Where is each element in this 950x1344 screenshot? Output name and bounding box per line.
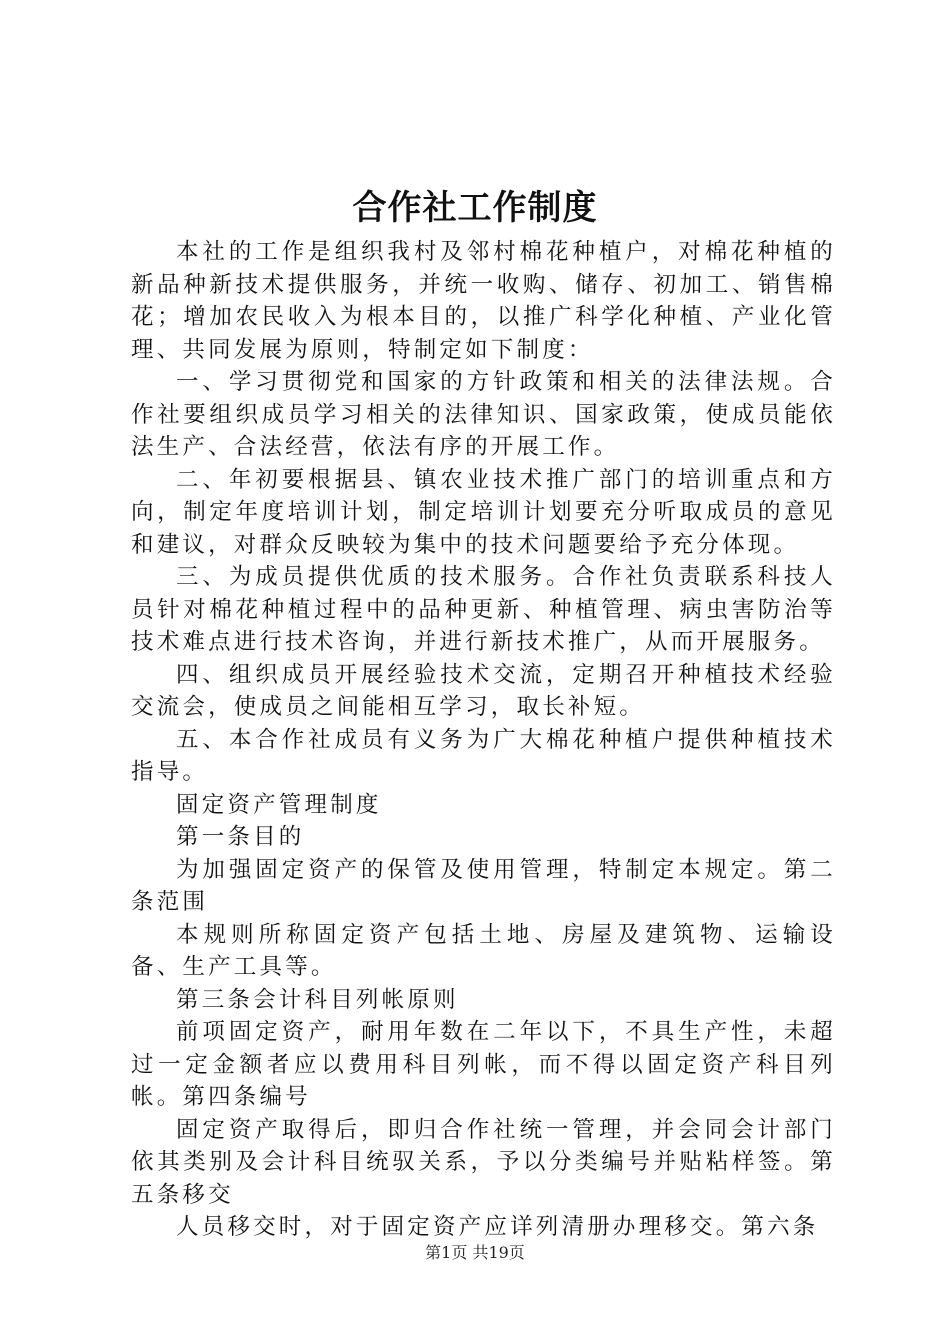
document-body	[131, 236, 836, 1244]
page-number: 第1页 共19页	[425, 1243, 525, 1262]
paragraph-rule-5: 五、本合作社成员有义务为广大棉花种植户提供种植技术指导。	[131, 726, 836, 785]
paragraph-article-3: 前项固定资产，耐用年数在二年以下，不具生产性，未超过一定金额者应以费用科目列帐，而不得以固定资产科目列帐。第四条编号	[131, 1019, 836, 1110]
paragraph-rule-3: 三、为成员提供优质的技术服务。合作社负责联系科技人员针对棉花种植过程中的品种更新、种植管理、病虫害防治等技术难点进行技术咨询，并进行新技术推广，从而开展服务。	[131, 564, 836, 655]
article-heading-3: 第三条会计科目列帐原则	[176, 986, 459, 1013]
paragraph-rule-1: 一、学习贯彻党和国家的方针政策和相关的法律法规。合作社要组织成员学习相关的法律知识、国家政策，使成员能依法生产、合法经营，依法有序的开展工作。	[131, 369, 836, 460]
paragraph-article-1: 为加强固定资产的保管及使用管理，特制定本规定。第二条范围	[131, 856, 836, 915]
paragraph-article-5: 人员移交时，对于固定资产应详列清册办理移交。第六条	[176, 1214, 819, 1240]
paragraph-article-4: 固定资产取得后，即归合作社统一管理，并会同会计部门依其类别及会计科目统驭关系，予以分类编号并贴粘样签。第五条移交	[131, 1116, 836, 1208]
paragraph-rule-2: 二、年初要根据县、镇农业技术推广部门的培训重点和方向，制定年度培训计划，制定培训计划要充分听取成员的意见和建议，对群众反映较为集中的技术问题要给予充分体现。	[131, 466, 836, 558]
document-title: 合作社工作制度	[352, 188, 598, 228]
paragraph-rule-4: 四、组织成员开展经验技术交流，定期召开种植技术经验交流会，使成员之间能相互学习，取长补短。	[131, 661, 836, 720]
section-heading-fixed-assets: 固定资产管理制度	[176, 791, 382, 818]
paragraph-article-2: 本规则所称固定资产包括土地、房屋及建筑物、运输设备、生产工具等。	[131, 921, 836, 980]
paragraph-intro: 本社的工作是组织我村及邻村棉花种植户，对棉花种植的新品种新技术提供服务，并统一收购、储存、初加工、销售棉花；增加农民收入为根本目的，以推广科学化种植、产业化管理、共同发展为原则，特制定如下制度：	[131, 239, 836, 363]
article-heading-1: 第一条目的	[176, 824, 305, 850]
